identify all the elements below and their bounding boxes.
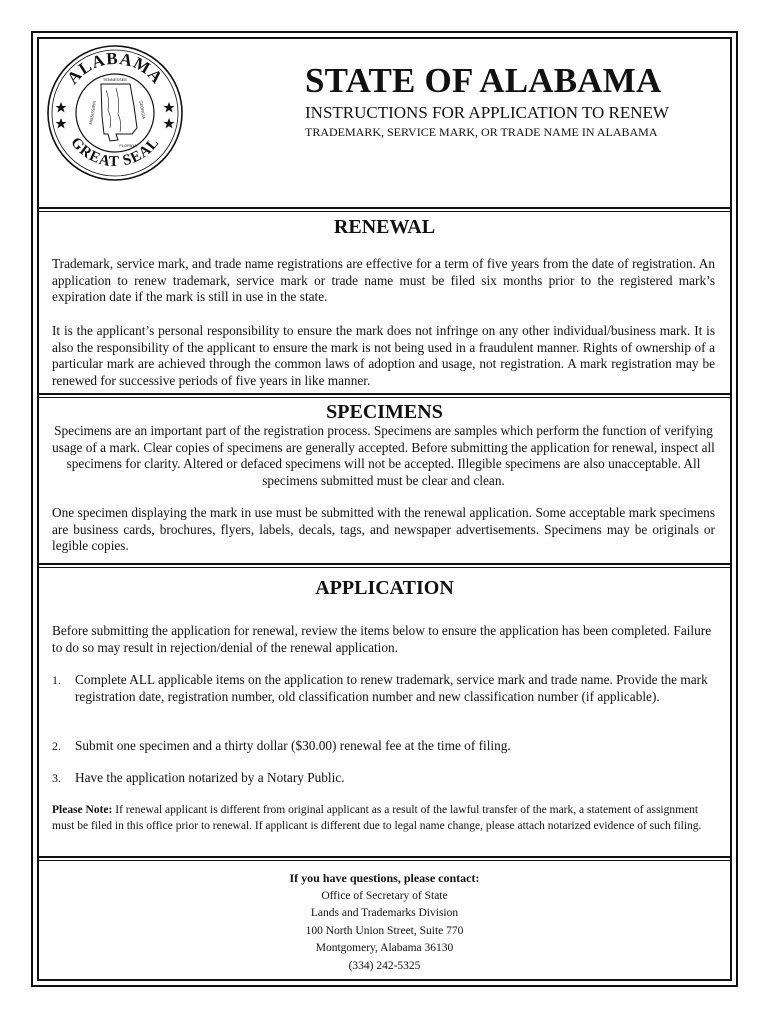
renewal-paragraph-1: Trademark, service mark, and trade name registrations are effective for a term of five years from the date of registration. An application to renew trademark, service mark or trade name must be filed six months prior to the registered mark’s expiration date if the mark is still in use in the state. [52,256,715,304]
contact-line: 100 North Union Street, Suite 770 [305,924,464,937]
section-divider [37,563,732,568]
header [305,62,725,140]
list-item [52,738,715,755]
seal-label-tennessee: TENNESSEE [102,77,128,82]
page-title: STATE OF ALABAMA [305,61,662,100]
seal-stars [56,102,175,128]
contact-line: Lands and Trademarks Division [310,907,459,919]
contact-line: Office of Secretary of State [321,889,448,902]
seal-label-mississippi: MISSISSIPPI [87,100,98,125]
list-item [52,672,715,705]
seal-bottom-text: GREAT SEAL [67,134,163,171]
specimens-paragraph-1: Specimens are an important part of the registration process. Specimens are samples which perform the function of verifying usage of a mark. Clear copies of specimens are generally accepted. Before submitting the application for renewal, inspect all specimens for clarity. Altered or defaced specimens will not be accepted. Illegible specimens are also unacceptable. All specimens submitted must be clear and clean. [52,423,715,488]
section-divider [37,207,732,212]
page-subtitle: INSTRUCTIONS FOR APPLICATION TO RENEW [305,103,669,122]
renewal-heading: RENEWAL [333,216,436,238]
list-item-text: Submit one specimen and a thirty dollar ($30.00) renewal fee at the time of filing. [75,738,511,753]
application-heading: APPLICATION [315,577,454,599]
application-intro: Before submitting the application for renewal, review the items below to ensure the application has been completed. Failure to do so may result in rejection/denial of the renewal application. [52,623,712,655]
please-note-text: If renewal applicant is different from original applicant as a result of the lawful transfer of the mark, a statement of assignment must be filed in this office prior to renewal. If applicant is different due to legal name change, please attach notarized evidence of such filing. [52,804,702,832]
alabama-great-seal-icon [46,44,184,182]
list-item-number: 2. [52,739,61,753]
contact-block [37,870,732,975]
section-divider [37,856,732,861]
section-divider [37,393,732,398]
contact-line: Montgomery, Alabama 36130 [315,942,454,954]
specimens-heading: SPECIMENS [326,401,443,423]
contact-heading: If you have questions, please contact: [289,871,480,885]
specimens-paragraph-2: One specimen displaying the mark in use must be submitted with the renewal application. Some acceptable mark specimens are business cards, brochures, flyers, labels, decals, tags, and newspaper advertisements. Specimens may be originals or legible copies. [52,505,715,553]
please-note-label: Please Note: [52,804,113,816]
list-item-number: 3. [52,771,61,785]
list-item-text: Complete ALL applicable items on the application to renew trademark, service mark and trade name. Provide the mark registration date, registration number, old classification number and new classification number (if applicable). [75,672,708,704]
list-item-number: 1. [52,673,61,687]
seal-label-georgia: GEORGIA [138,100,147,120]
list-item [52,770,715,787]
please-note [52,803,717,834]
seal-top-text: ALABAMA [63,48,167,88]
seal-label-florida: FLORIDA [119,143,137,148]
contact-line: (334) 242-5325 [348,959,421,972]
renewal-paragraph-2: It is the applicant’s personal responsibility to ensure the mark does not infringe on any other individual/business mark. It is also the responsibility of the applicant to ensure the mark is not being used in a fraudulent manner. Rights of ownership of a particular mark are achieved through the common laws of adoption and usage, not registration. A mark registration may be renewed for successive periods of five years in like manner. [52,323,715,388]
page-subtitle-secondary: TRADEMARK, SERVICE MARK, OR TRADE NAME IN ALABAMA [305,125,658,139]
list-item-text: Have the application notarized by a Notary Public. [75,770,345,785]
